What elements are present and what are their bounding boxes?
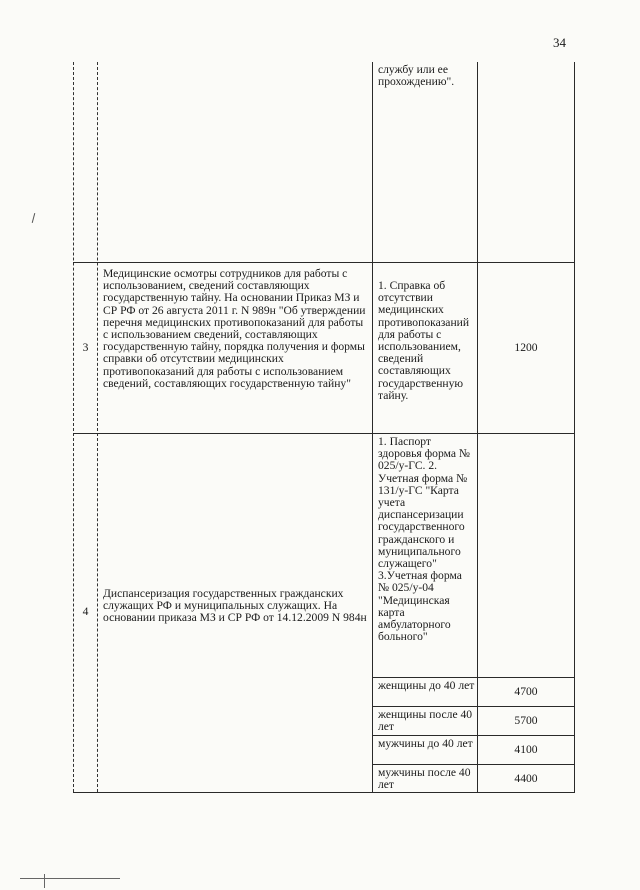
subrow2-category: женщины после 40 лет — [378, 708, 473, 734]
row4-number: 4 — [82, 605, 89, 618]
row4-description: Диспансеризация государственных гражданских служащих РФ и муниципальных служащих. На основании приказа МЗ и СР РФ от 14.12.2009 N 984н — [103, 587, 367, 625]
column-divider-docs — [477, 62, 478, 792]
row3-documents: 1. Справка об отсутствии медицинских противопоказаний для работы с использованием, сведений составляющих государственную тайну. — [378, 279, 470, 402]
bottom-line — [20, 878, 120, 879]
subrow2-price: 5700 — [514, 714, 538, 727]
column-divider-desc — [372, 62, 373, 792]
column-divider-num — [97, 62, 98, 792]
row3-number: 3 — [82, 341, 89, 354]
sub-row-divider-2 — [372, 706, 575, 707]
sub-row-divider-3 — [372, 735, 575, 736]
subrow3-category: мужчины до 40 лет — [378, 737, 473, 750]
subrow4-price: 4400 — [514, 772, 538, 785]
subrow1-price: 4700 — [514, 685, 538, 698]
sub-row-divider-4 — [372, 764, 575, 765]
table-border-bottom — [73, 792, 575, 793]
table-border-right — [574, 62, 575, 792]
row-divider-2 — [73, 433, 575, 434]
page-number: 34 — [553, 35, 566, 50]
row-divider-1 — [73, 262, 575, 263]
row4-documents: 1. Паспорт здоровья форма № 025/у-ГС. 2. Учетная форма № 131/у-ГС "Карта учета диспансеризации государственного гражданского и муниципального служащего" 3.Учетная форма № 025/у-04 "Медицинская карта амбулаторного больного" — [378, 435, 470, 644]
table-border-left — [73, 62, 74, 792]
subrow1-category: женщины до 40 лет — [378, 679, 475, 692]
row3-price: 1200 — [514, 341, 538, 354]
row3-description: Медицинские осмотры сотрудников для работы с использованием, сведений составляющих государственную тайну. На основании Приказ МЗ и СР РФ от 26 августа 2011 г. N 989н "Об утверждении перечня медицинских противопоказаний для работы с использованием сведений, составляющих государственную тайну, порядка получения и формы справки об отсутствии медицинских противопоказаний для работы с использованием сведений, составляющих государственную тайну" — [103, 267, 366, 390]
bottom-tick — [44, 874, 45, 888]
sub-row-divider-1 — [372, 677, 575, 678]
subrow3-price: 4100 — [514, 743, 538, 756]
subrow4-category: мужчины после 40 лет — [378, 766, 471, 792]
row1-documents: службу или ее прохождению". — [378, 63, 455, 89]
margin-mark — [32, 213, 36, 223]
